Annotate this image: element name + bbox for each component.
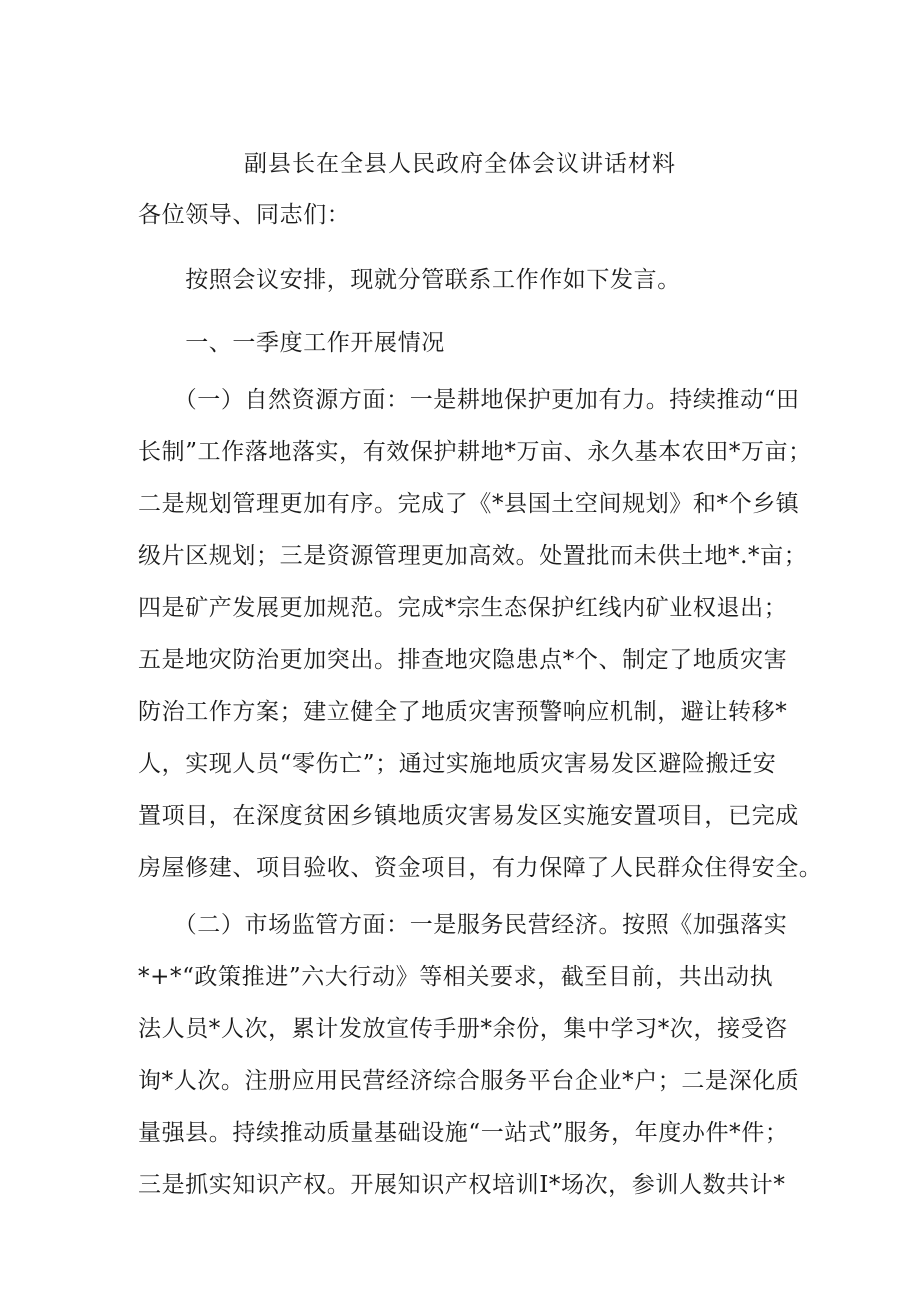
paragraph-line: 置项目，在深度贫困乡镇地质灾害易发区实施安置项目，已完成 (138, 803, 799, 829)
section-heading: 一、一季度工作开展情况 (138, 330, 445, 356)
salutation: 各位领导、同志们： (138, 202, 351, 228)
paragraph-line: 四是矿产发展更加规范。完成*宗生态保护红线内矿业权退出； (138, 595, 788, 621)
paragraph-line: 二是规划管理更加有序。完成了《*县国土空间规划》和*个乡镇 (138, 491, 800, 517)
paragraph-line: 防治工作方案；建立健全了地质灾害预警响应机制，避让转移* (138, 699, 788, 725)
paragraph-line: 询*人次。注册应用民营经济综合服务平台企业*户；二是深化质 (138, 1068, 800, 1094)
paragraph-line: （二）市场监管方面：一是服务民营经济。按照《加强落实 (138, 912, 788, 938)
paragraph-line: （一）自然资源方面：一是耕地保护更加有力。持续推动“田 (138, 387, 800, 413)
paragraph-line: 法人员*人次，累计发放宣传手册*余份，集中学习*次，接受咨 (138, 1016, 788, 1042)
paragraph-line: 长制”工作落地落实，有效保护耕地*万亩、永久基本农田*万亩； (138, 439, 812, 465)
document-title: 副县长在全县人民政府全体会议讲话材料 (244, 151, 676, 177)
paragraph-line: 量强县。持续推动质量基础设施“一站式”服务，年度办件*件； (138, 1120, 789, 1146)
paragraph-line: 人，实现人员“零伤亡”；通过实施地质灾害易发区避险搬迁安 (138, 751, 777, 777)
paragraph-line: *+*“政策推进”六大行动》等相关要求，截至目前，共出动执 (138, 964, 774, 990)
paragraph-line: 房屋修建、项目验收、资金项目，有力保障了人民群众住得安全。 (138, 855, 823, 881)
paragraph-line: 三是抓实知识产权。开展知识产权培训I*场次，参训人数共计* (138, 1172, 786, 1198)
paragraph-intro: 按照会议安排，现就分管联系工作作如下发言。 (138, 267, 681, 293)
paragraph-line: 级片区规划；三是资源管理更加高效。处置批而未供土地*.*亩； (138, 543, 808, 569)
paragraph-line: 五是地灾防治更加突出。排查地灾隐患点*个、制定了地质灾害 (138, 647, 788, 673)
